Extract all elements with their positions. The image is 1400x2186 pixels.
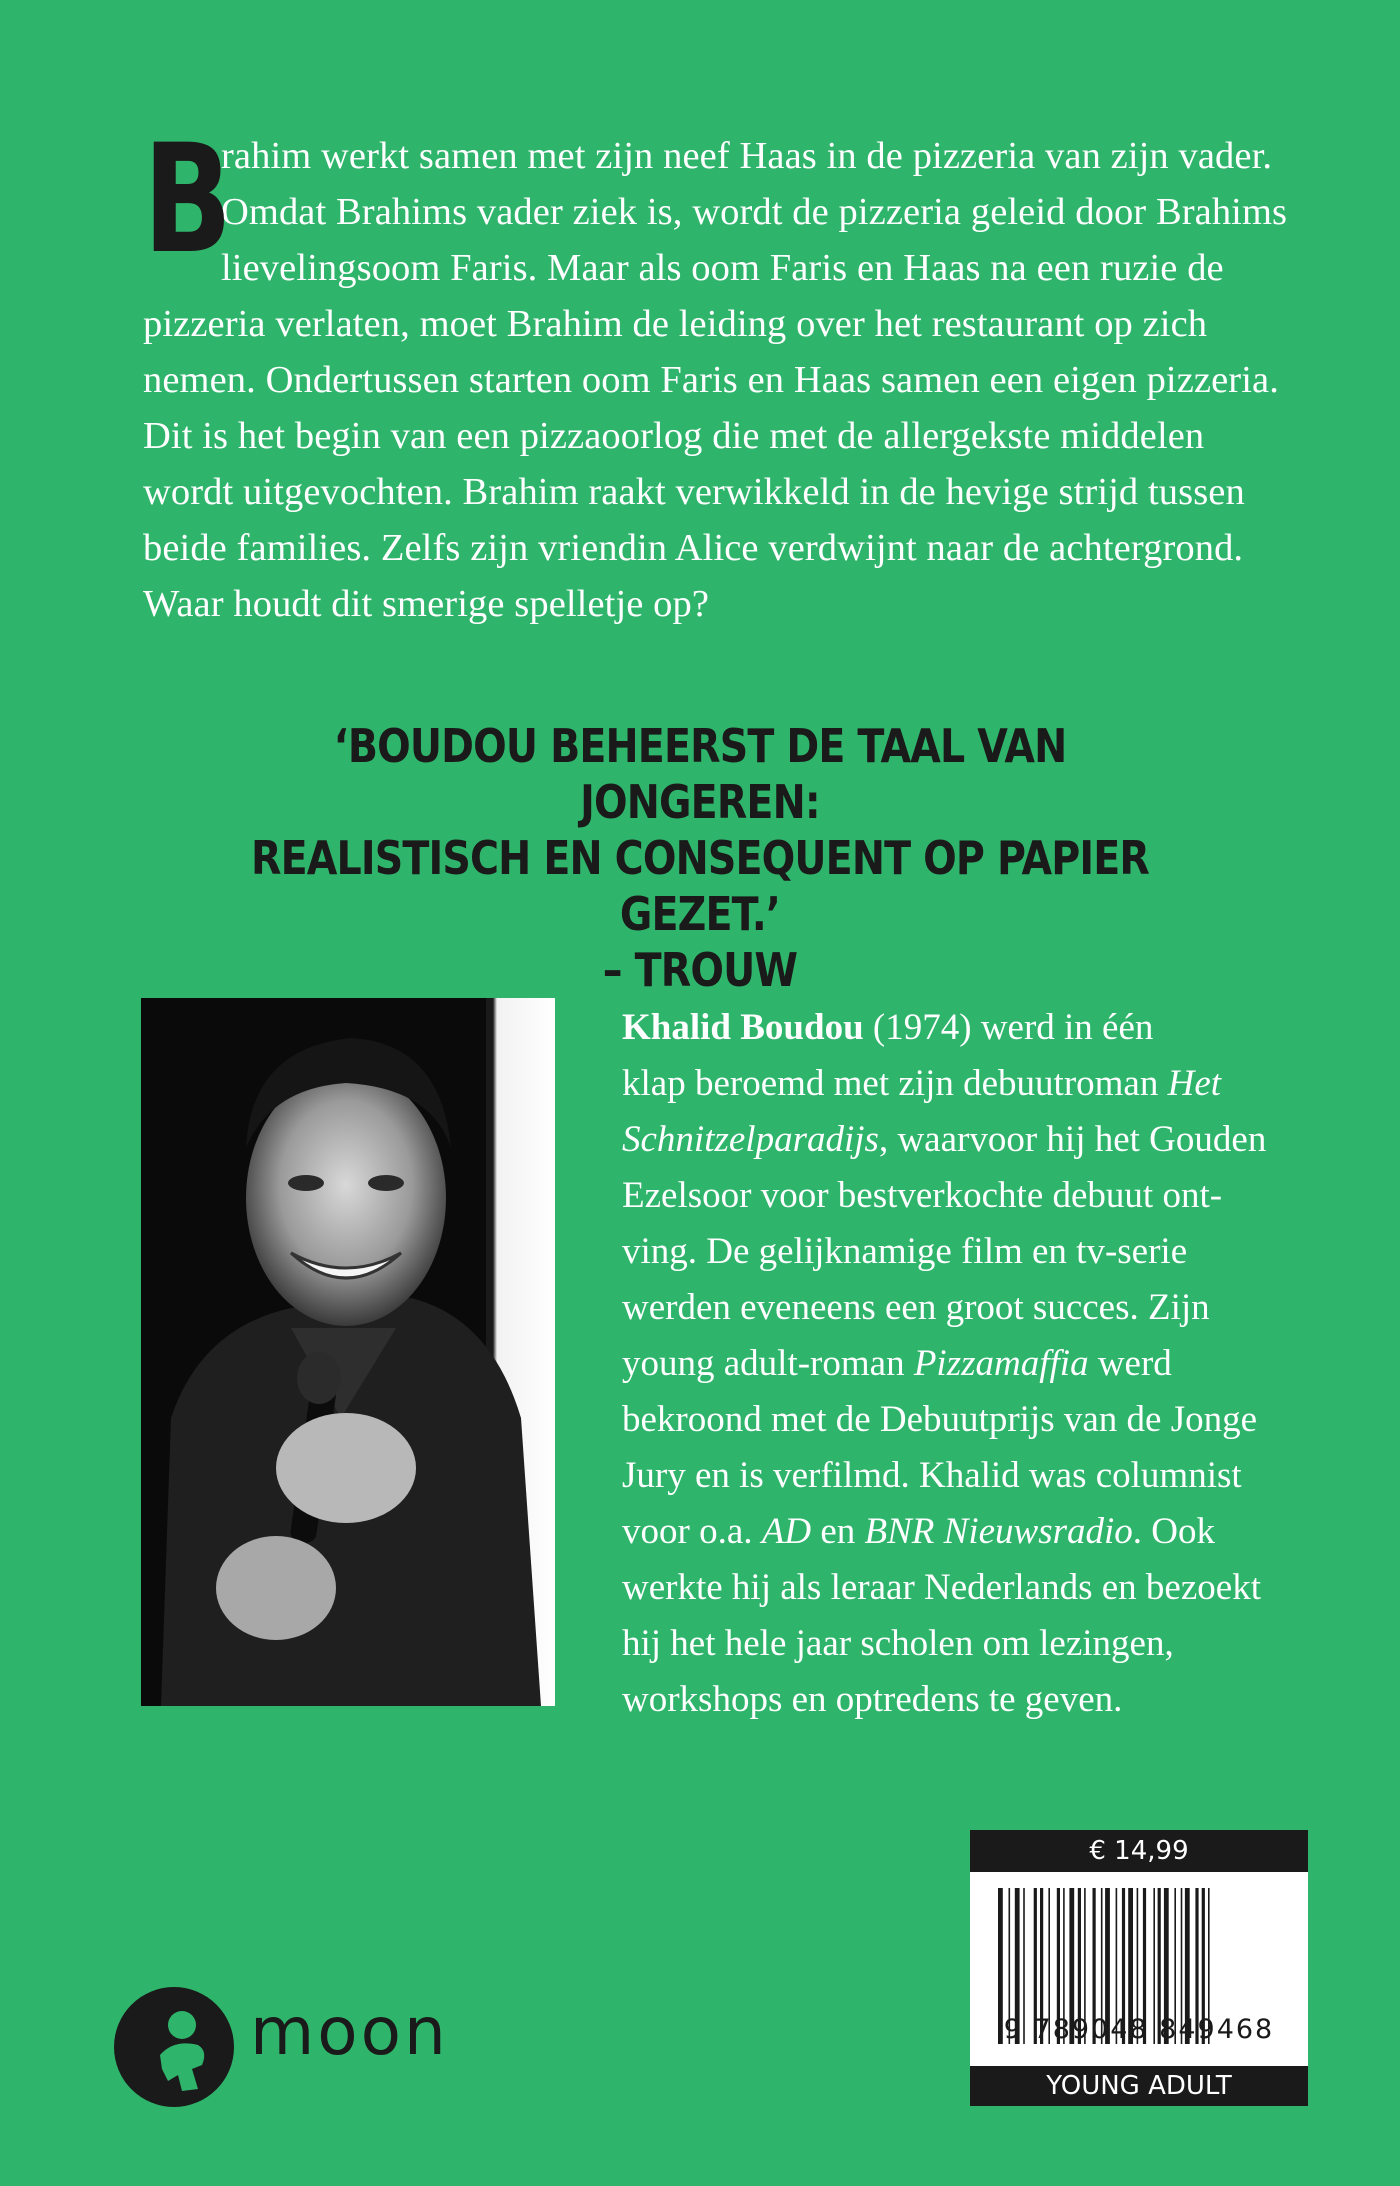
author-photo <box>141 998 555 1706</box>
bio-text: Ezelsoor voor bestverkochte debuut ont- <box>622 1175 1223 1216</box>
bio-text: workshops en optredens te geven. <box>622 1679 1123 1720</box>
blurb-line: beide families. Zelfs zijn vriendin Alice verdwijnt naar de achtergrond. <box>143 527 1244 569</box>
moon-logo-icon <box>112 1985 236 2109</box>
press-quote <box>140 718 1260 998</box>
blurb-line: Waar houdt dit smerige spelletje op? <box>143 583 710 625</box>
media-title: BNR Nieuwsradio <box>864 1511 1133 1552</box>
author-name: Khalid Boudou <box>622 1007 864 1048</box>
price-label: € 14,99 <box>970 1830 1308 1872</box>
bio-text: en <box>811 1511 865 1552</box>
drop-cap: B <box>143 113 233 287</box>
bio-text: klap beroemd met zijn debuutroman <box>622 1063 1168 1104</box>
book-title: Pizzamaffia <box>913 1343 1089 1384</box>
quote-source: – TROUW <box>602 943 798 997</box>
bio-text: hij het hele jaar scholen om lezingen, <box>622 1623 1174 1664</box>
isbn-number: 9 789048 849468 <box>1003 2014 1275 2045</box>
bio-text: werden eveneens een groot succes. Zijn <box>622 1287 1210 1328</box>
blurb-line: rahim werkt samen met zijn neef Haas in de pizzeria van zijn vader. <box>221 135 1273 177</box>
blurb-line: lievelingsoom Faris. Maar als oom Faris en Haas na een ruzie de <box>221 247 1224 289</box>
category-label: YOUNG ADULT <box>970 2066 1308 2106</box>
quote-line: REALISTISCH EN CONSEQUENT OP PAPIER GEZET.’ <box>251 831 1149 941</box>
bio-text: werd in één <box>971 1007 1154 1048</box>
quote-line: ‘BOUDOU BEHEERST DE TAAL VAN JONGEREN: <box>333 719 1067 829</box>
blurb-line: Dit is het begin van een pizzaoorlog die met de allergekste middelen <box>143 415 1205 457</box>
bio-text: voor o.a. <box>622 1511 762 1552</box>
bio-text: , waarvoor hij het Gouden <box>878 1119 1267 1160</box>
blurb-line: nemen. Ondertussen starten oom Faris en Haas samen een eigen pizzeria. <box>143 359 1279 401</box>
bio-text: . Ook <box>1132 1511 1216 1552</box>
author-bio <box>622 1000 1302 1728</box>
blurb-text <box>143 113 1323 632</box>
publisher-name: moon <box>250 1993 449 2070</box>
bio-text: werkte hij als leraar Nederlands en bezoekt <box>622 1567 1261 1608</box>
blurb-line: wordt uitgevochten. Brahim raakt verwikkeld in de hevige strijd tussen <box>143 471 1245 513</box>
bio-text: Jury en is verfilmd. Khalid was columnist <box>622 1455 1242 1496</box>
book-title: Het <box>1167 1063 1222 1104</box>
author-photo-image <box>141 998 555 1706</box>
author-year: (1974) <box>872 1007 972 1048</box>
blurb-line: Omdat Brahims vader ziek is, wordt de pizzeria geleid door Brahims <box>221 191 1288 233</box>
bio-text: ving. De gelijknamige film en tv-serie <box>622 1231 1188 1272</box>
publisher-logo <box>112 1985 472 2105</box>
blurb-line: pizzeria verlaten, moet Brahim de leiding over het restaurant op zich <box>143 303 1208 345</box>
book-title: Schnitzelparadijs <box>622 1119 879 1160</box>
bio-text: bekroond met de Debuutprijs van de Jonge <box>622 1399 1258 1440</box>
bio-text: werd <box>1088 1343 1172 1384</box>
barcode-panel <box>970 1830 1308 2106</box>
media-title: AD <box>761 1511 812 1552</box>
bio-text: young adult-roman <box>622 1343 914 1384</box>
